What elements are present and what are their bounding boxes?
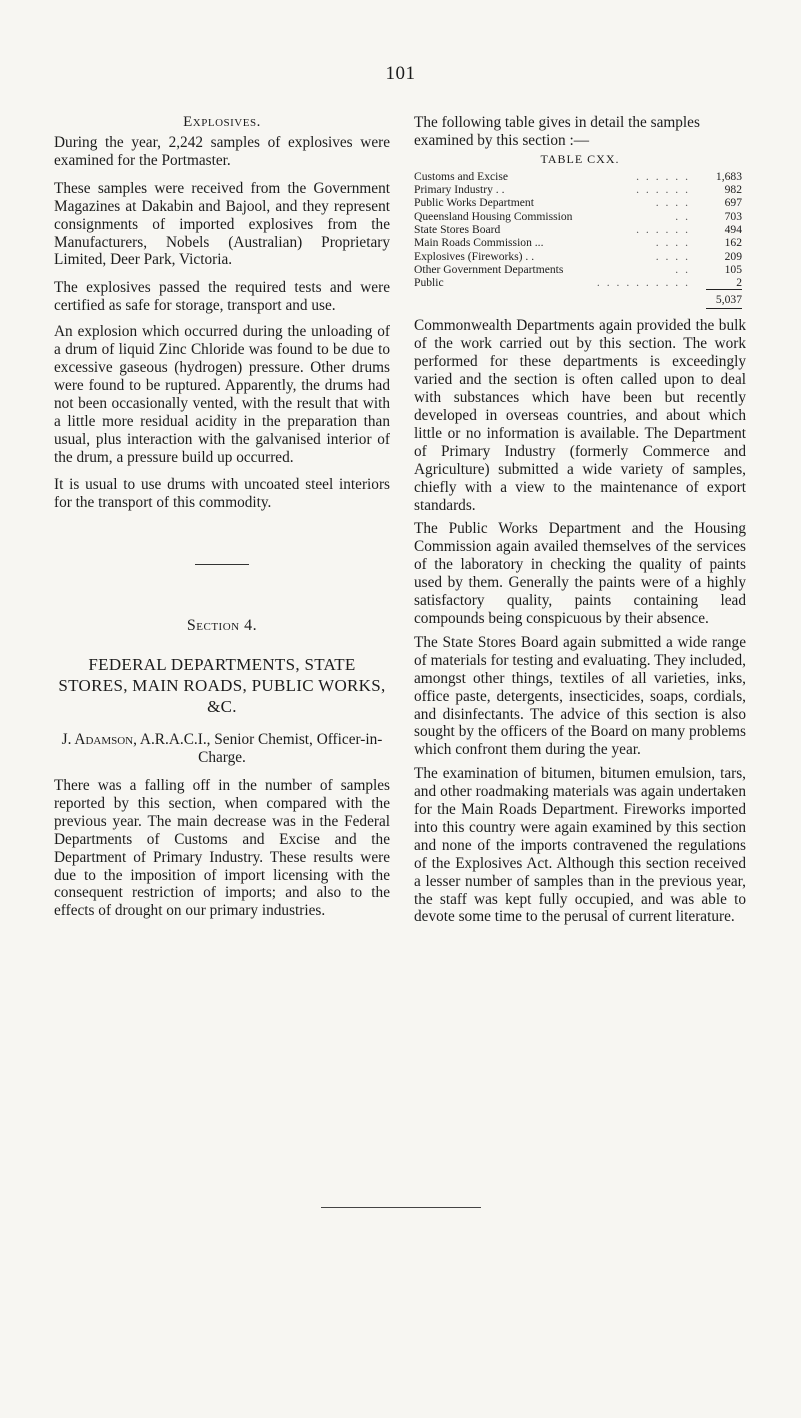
- table-cell-value: 209: [724, 249, 742, 263]
- table-row: [414, 183, 746, 196]
- table-cell-value: 105: [724, 262, 742, 276]
- table-row: [414, 263, 746, 276]
- table-cell-value: 703: [724, 209, 742, 223]
- table-cell-label: Main Roads Commission ...: [414, 236, 544, 250]
- leader-dots: . . . .: [655, 196, 690, 210]
- table-cell-value: 162: [724, 236, 742, 250]
- author-credentials: , A.R.A.C.I., Senior Chemist, Officer-in-Charge.: [133, 731, 383, 767]
- leader-dots: . . . .: [655, 236, 690, 250]
- paragraph: The Public Works Department and the Housing Commission again availed themselves of the services of the laboratory in checking the quality of paints used by them. Generally the paints were of a highly satisfactory quality, paints containing lead compounds being conspicuous by their absence.: [414, 520, 746, 627]
- section-title: FEDERAL DEPARTMENTS, STATE STORES, MAIN ROADS, PUBLIC WORKS, &C.: [58, 655, 386, 717]
- table-cell-label: Explosives (Fireworks) . .: [414, 249, 535, 263]
- table-cell-label: Queensland Housing Commission: [414, 209, 573, 223]
- footer-rule: [321, 1207, 481, 1208]
- samples-table: [414, 170, 746, 290]
- table-cell-label: Public: [414, 276, 444, 290]
- table-cell-value: 2: [736, 276, 742, 290]
- leader-dots: . . . . . .: [636, 169, 690, 183]
- paragraph: An explosion which occurred during the unloading of a drum of liquid Zinc Chloride was found to be due to excessive gaseous (hydrogen) pressure. Other drums were found to be ruptured. Apparently, the drums had not been occasionally vented, with the result that with a little more residual acidity in the preparation than usual, plus interaction with the galvanised interior of the drum, a pressure build up occurred.: [54, 323, 390, 466]
- table-cell-value: 494: [724, 223, 742, 236]
- table-row: [414, 196, 746, 209]
- table-total: 5,037: [715, 293, 742, 307]
- paragraph: These samples were received from the Government Magazines at Dakabin and Bajool, and they represent consignments of imported explosives from the Manufacturers, Nobels (Australian) Proprietary Limited, Deer Park, Victoria.: [54, 179, 390, 269]
- leader-dots: . . . . . .: [636, 223, 690, 236]
- table-row: [414, 170, 746, 183]
- right-column: [414, 114, 746, 926]
- table-cell-label: Public Works Department: [414, 196, 534, 210]
- total-rule: [706, 289, 742, 290]
- paragraph: Commonwealth Departments again provided the bulk of the work carried out by this section. The work performed for these departments is exceedingly varied and the section is often called upon to deal with substances which have been but recently developed in overseas countries, and about which little or no information is available. The Department of Primary Industry (formerly Commerce and Agriculture) submitted a wide variety of samples, chiefly with a view to the maintenance of export standards.: [414, 317, 746, 514]
- table-row: [414, 276, 746, 289]
- table-row: [414, 236, 746, 249]
- leader-dots: . .: [675, 262, 690, 276]
- author-line: [54, 731, 390, 767]
- table-caption: TABLE CXX.: [540, 151, 620, 166]
- table-cell-value: 697: [724, 196, 742, 210]
- author-name: J. Adamson: [61, 731, 134, 749]
- paragraph: During the year, 2,242 samples of explosives were examined for the Portmaster.: [54, 134, 390, 169]
- table-row: [414, 210, 746, 223]
- leader-dots: . . . .: [655, 249, 690, 263]
- explosives-heading: Explosives.: [183, 114, 261, 130]
- table-cell-label: State Stores Board: [414, 223, 501, 236]
- paragraph: There was a falling off in the number of samples reported by this section, when compared with the previous year. The main decrease was in the Federal Departments of Customs and Excise and the Department of Primary Industry. These results were due to the imposition of import licensing with the consequent restriction of imports; and also to the effects of drought on our primary industries.: [54, 777, 390, 920]
- paragraph: The examination of bitumen, bitumen emulsion, tars, and other roadmaking materials was again undertaken for the Main Roads Department. Fireworks imported into this country were again examined by this section and none of the imports contravened the regulations of the Explosives Act. Although this section received a lesser number of samples than in the previous year, the staff was kept fully occupied, and was able to devote some time to the perusal of current literature.: [414, 765, 746, 926]
- section-label: Section 4.: [186, 617, 258, 635]
- paragraph: It is usual to use drums with uncoated steel interiors for the transport of this commodity.: [54, 476, 390, 512]
- leader-dots: . .: [675, 209, 690, 223]
- paragraph: The explosives passed the required tests and were certified as safe for storage, transport and use.: [54, 279, 390, 315]
- table-row: [414, 223, 746, 236]
- table-row: [414, 250, 746, 263]
- table-cell-value: 982: [724, 183, 742, 197]
- left-column: [54, 114, 390, 920]
- page-number: 101: [385, 63, 416, 84]
- table-intro: The following table gives in detail the samples examined by this section :—: [414, 114, 700, 149]
- table-cell-label: Primary Industry . .: [414, 183, 505, 197]
- table-cell-value: 1,683: [715, 169, 742, 183]
- leader-dots: . . . . . .: [636, 183, 690, 197]
- paragraph: The State Stores Board again submitted a wide range of materials for testing and evaluating. They included, amongst other things, textiles of all varieties, inks, office paste, detergents, insecticides, soaps, cordials, and disinfectants. The advice of this section is also sought by the officers of the Board on many problems which confront them during the year.: [414, 633, 746, 759]
- leader-dots: . . . . . . . . . .: [596, 276, 690, 290]
- table-cell-label: Other Government Departments: [414, 262, 564, 276]
- table-cell-label: Customs and Excise: [414, 169, 509, 183]
